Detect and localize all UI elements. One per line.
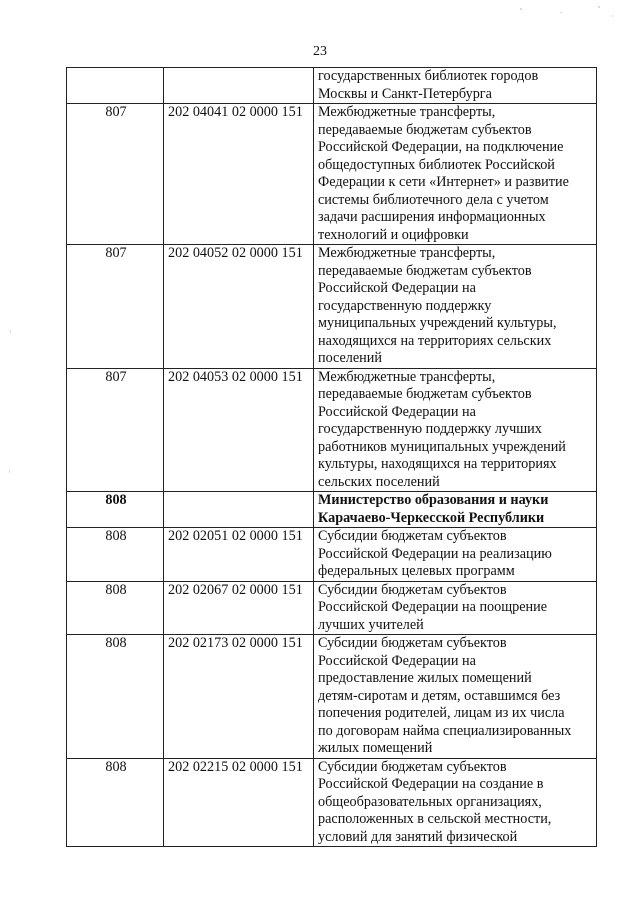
scan-speck — [598, 6, 600, 8]
table-row — [67, 68, 597, 104]
admin-code-cell: 807 — [67, 368, 164, 492]
description-cell: Межбюджетные трансферты, передаваемые бюджетам субъектов Российской Федерации на государственную поддержку муниципальных учреждений культуры, находящихся на территориях сельских поселений — [314, 245, 597, 369]
description-cell: Межбюджетные трансферты, передаваемые бюджетам субъектов Российской Федерации, на подключение общедоступных библиотек Российской Федерации к сети «Интернет» и развитие системы библиотечного дела с учетом задачи расширения информационных технологий и оцифровки — [314, 104, 597, 245]
kbk-code-cell: 202 04052 02 0000 151 — [164, 245, 314, 369]
kbk-code-cell: 202 04041 02 0000 151 — [164, 104, 314, 245]
table-body — [67, 68, 597, 847]
kbk-code-cell: 202 02215 02 0000 151 — [164, 758, 314, 847]
description-cell: Субсидии бюджетам субъектов Российской Федерации на поощрение лучших учителей — [314, 581, 597, 635]
description-cell: Межбюджетные трансферты, передаваемые бюджетам субъектов Российской Федерации на государственную поддержку лучших работников муниципальных учреждений культуры, находящихся на территориях сельских поселений — [314, 368, 597, 492]
scan-speck — [10, 330, 11, 333]
kbk-code-cell: 202 02051 02 0000 151 — [164, 528, 314, 582]
table-row — [67, 758, 597, 847]
admin-code-cell: 808 — [67, 528, 164, 582]
kbk-code-cell: 202 02173 02 0000 151 — [164, 635, 314, 759]
description-cell: Субсидии бюджетам субъектов Российской Федерации на предоставление жилых помещений детям-сиротам и детям, оставшимся без попечения родителей, лицам из их числа по договорам найма специализированных жилых помещений — [314, 635, 597, 759]
page-number: 23 — [313, 44, 327, 59]
description-cell: государственных библиотек городов Москвы и Санкт-Петербурга — [314, 68, 597, 104]
admin-code-cell: 808 — [67, 758, 164, 847]
scan-speck — [520, 8, 522, 10]
budget-classification-table — [66, 67, 597, 847]
admin-code-cell: 808 — [67, 492, 164, 528]
admin-code-cell: 807 — [67, 245, 164, 369]
kbk-code-cell — [164, 492, 314, 528]
admin-code-cell: 807 — [67, 104, 164, 245]
scan-speck — [9, 470, 10, 473]
admin-code-cell — [67, 68, 164, 104]
kbk-code-cell: 202 04053 02 0000 151 — [164, 368, 314, 492]
table-row — [67, 528, 597, 582]
admin-code-cell: 808 — [67, 581, 164, 635]
table-row — [67, 635, 597, 759]
ministry-header-row — [67, 492, 597, 528]
scan-speck — [560, 12, 562, 13]
description-cell: Субсидии бюджетам субъектов Российской Федерации на создание в общеобразовательных организациях, расположенных в сельской местности, условий для занятий физической — [314, 758, 597, 847]
description-cell: Субсидии бюджетам субъектов Российской Федерации на реализацию федеральных целевых программ — [314, 528, 597, 582]
table-row — [67, 245, 597, 369]
admin-code-cell: 808 — [67, 635, 164, 759]
scan-speck — [612, 15, 613, 17]
table-row — [67, 581, 597, 635]
kbk-code-cell — [164, 68, 314, 104]
ministry-name-cell: Министерство образования и науки Карачаево-Черкесской Республики — [314, 492, 597, 528]
kbk-code-cell: 202 02067 02 0000 151 — [164, 581, 314, 635]
table-row — [67, 104, 597, 245]
table-row — [67, 368, 597, 492]
